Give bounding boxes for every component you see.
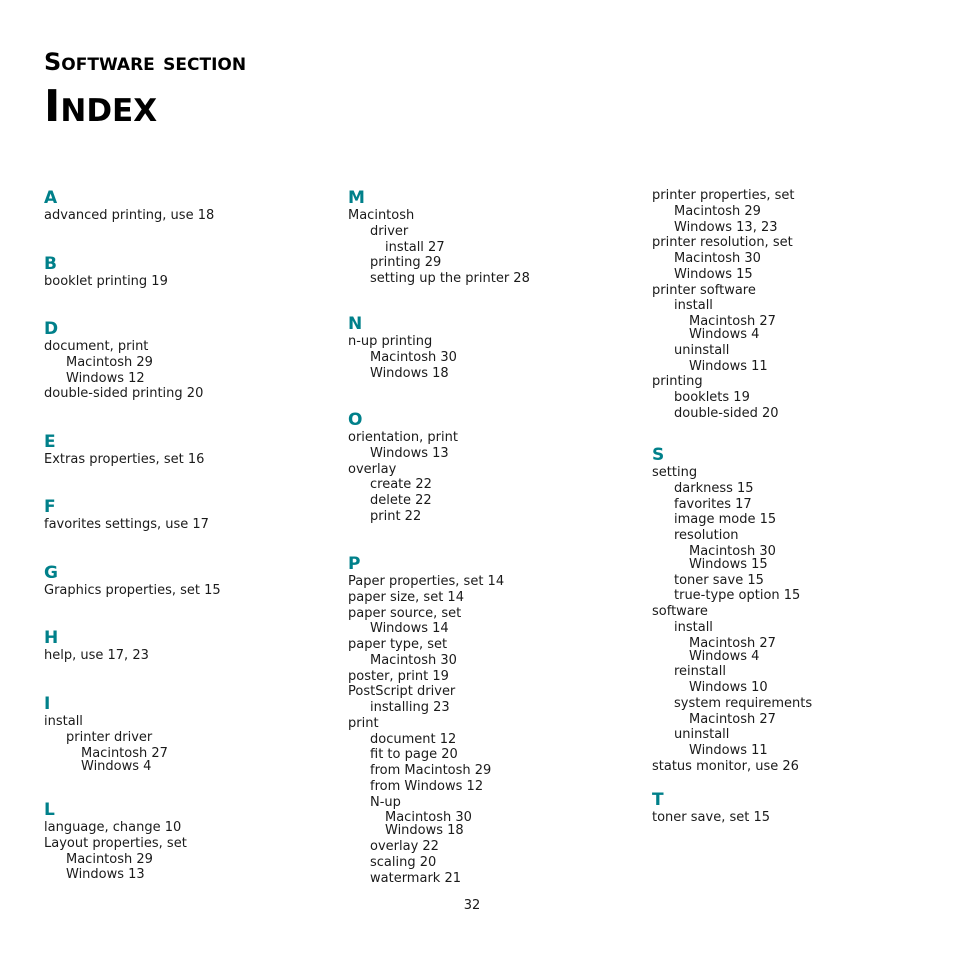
index-entry: darkness 15 bbox=[674, 481, 754, 496]
index-letter-heading: T bbox=[652, 790, 664, 810]
index-entry: booklets 19 bbox=[674, 390, 750, 405]
index-entry: status monitor, use 26 bbox=[652, 759, 799, 774]
index-letter-heading: M bbox=[348, 188, 365, 208]
index-entry: from Windows 12 bbox=[370, 779, 484, 794]
index-entry: setting up the printer 28 bbox=[370, 271, 530, 286]
index-entry: fit to page 20 bbox=[370, 747, 458, 762]
index-entry: print bbox=[348, 716, 379, 731]
index-entry: double-sided printing 20 bbox=[44, 386, 204, 401]
index-entry: Windows 18 bbox=[385, 823, 464, 838]
index-entry: uninstall bbox=[674, 343, 730, 358]
index-letter-heading: B bbox=[44, 254, 57, 274]
index-entry: printer driver bbox=[66, 730, 153, 745]
index-entry: watermark 21 bbox=[370, 871, 461, 886]
index-letter-heading: A bbox=[44, 188, 58, 208]
index-entry: toner save, set 15 bbox=[652, 810, 771, 825]
index-entry: document 12 bbox=[370, 732, 457, 747]
index-letter-heading: E bbox=[44, 432, 56, 452]
index-entry: Windows 4 bbox=[81, 759, 152, 774]
index-entry: setting bbox=[652, 465, 698, 480]
index-letter-heading: O bbox=[348, 410, 363, 430]
index-entry: print 22 bbox=[370, 509, 422, 524]
index-entry: orientation, print bbox=[348, 430, 458, 445]
index-entry: Macintosh 27 bbox=[689, 314, 776, 329]
index-letter-heading: P bbox=[348, 554, 361, 574]
index-entry: Windows 10 bbox=[689, 680, 768, 695]
index-entry: image mode 15 bbox=[674, 512, 777, 527]
index-entry: resolution bbox=[674, 528, 739, 543]
index-entry: help, use 17, 23 bbox=[44, 648, 149, 663]
index-entry: Macintosh 30 bbox=[370, 653, 457, 668]
index-entry: true-type option 15 bbox=[674, 588, 801, 603]
index-entry: Paper properties, set 14 bbox=[348, 574, 505, 589]
index-entry: Macintosh 27 bbox=[81, 746, 168, 761]
index-entry: Macintosh bbox=[348, 208, 415, 223]
index-entry: Windows 18 bbox=[370, 366, 449, 381]
index-entry: Macintosh 30 bbox=[674, 251, 761, 266]
index-entry: uninstall bbox=[674, 727, 730, 742]
index-entry: Macintosh 30 bbox=[689, 544, 776, 559]
index-entry: Macintosh 27 bbox=[689, 712, 776, 727]
index-entry: toner save 15 bbox=[674, 573, 764, 588]
index-entry: Windows 11 bbox=[689, 743, 768, 758]
index-entry: install bbox=[674, 298, 713, 313]
index-entry: printing 29 bbox=[370, 255, 442, 270]
index-letter-heading: L bbox=[44, 800, 55, 820]
index-entry: from Macintosh 29 bbox=[370, 763, 492, 778]
index-entry: install bbox=[44, 714, 83, 729]
index-entry: Graphics properties, set 15 bbox=[44, 583, 221, 598]
index-entry: installing 23 bbox=[370, 700, 450, 715]
index-entry: Windows 11 bbox=[689, 359, 768, 374]
index-entry: create 22 bbox=[370, 477, 432, 492]
page-number: 32 bbox=[463, 898, 481, 913]
index-entry: Layout properties, set bbox=[44, 836, 187, 851]
index-entry: printer software bbox=[652, 283, 756, 298]
index-entry: document, print bbox=[44, 339, 149, 354]
index-entry: driver bbox=[370, 224, 409, 239]
index-entry: overlay 22 bbox=[370, 839, 439, 854]
index-entry: Macintosh 29 bbox=[674, 204, 761, 219]
index-entry: Macintosh 27 bbox=[689, 636, 776, 651]
index-entry: booklet printing 19 bbox=[44, 274, 168, 289]
index-entry: double-sided 20 bbox=[674, 406, 779, 421]
index-entry: favorites 17 bbox=[674, 497, 752, 512]
index-entry: poster, print 19 bbox=[348, 669, 449, 684]
index-entry: scaling 20 bbox=[370, 855, 437, 870]
index-entry: Windows 13, 23 bbox=[674, 220, 778, 235]
index-letter-heading: S bbox=[652, 445, 665, 465]
index-entry: Macintosh 30 bbox=[385, 810, 472, 825]
index-entry: printer resolution, set bbox=[652, 235, 793, 250]
index-entry: system requirements bbox=[674, 696, 813, 711]
index-letter-heading: N bbox=[348, 314, 363, 334]
index-entry: Windows 15 bbox=[689, 557, 768, 572]
index-entry: advanced printing, use 18 bbox=[44, 208, 215, 223]
index-entry: N-up bbox=[370, 795, 401, 810]
index-entry: n-up printing bbox=[348, 334, 433, 349]
index-entry: printer properties, set bbox=[652, 188, 795, 203]
index-entry: language, change 10 bbox=[44, 820, 182, 835]
index-entry: Macintosh 29 bbox=[66, 852, 153, 867]
index-entry: install 27 bbox=[385, 240, 445, 255]
index-entry: Macintosh 29 bbox=[66, 355, 153, 370]
index-entry: PostScript driver bbox=[348, 684, 456, 699]
index-letter-heading: G bbox=[44, 563, 58, 583]
section-title: Software section bbox=[44, 48, 247, 76]
index-letter-heading: F bbox=[44, 497, 56, 517]
index-entry: Windows 13 bbox=[66, 867, 145, 882]
index-letter-heading: I bbox=[44, 694, 51, 714]
index-entry: printing bbox=[652, 374, 703, 389]
index-entry: Windows 13 bbox=[370, 446, 449, 461]
index-entry: Windows 4 bbox=[689, 649, 760, 664]
index-entry: delete 22 bbox=[370, 493, 432, 508]
index-entry: Windows 15 bbox=[674, 267, 753, 282]
index-letter-heading: H bbox=[44, 628, 59, 648]
index-entry: software bbox=[652, 604, 708, 619]
page-title: Index bbox=[44, 81, 158, 132]
index-entry: Windows 4 bbox=[689, 327, 760, 342]
index-entry: paper type, set bbox=[348, 637, 448, 652]
index-entry: Windows 14 bbox=[370, 621, 449, 636]
index-entry: Windows 12 bbox=[66, 371, 145, 386]
index-entry: overlay bbox=[348, 462, 397, 477]
index-entry: paper source, set bbox=[348, 606, 462, 621]
index-entry: install bbox=[674, 620, 713, 635]
index-entry: paper size, set 14 bbox=[348, 590, 464, 605]
index-entry: Macintosh 30 bbox=[370, 350, 457, 365]
index-entry: favorites settings, use 17 bbox=[44, 517, 209, 532]
index-entry: Extras properties, set 16 bbox=[44, 452, 205, 467]
index-letter-heading: D bbox=[44, 319, 59, 339]
index-entry: reinstall bbox=[674, 664, 726, 679]
